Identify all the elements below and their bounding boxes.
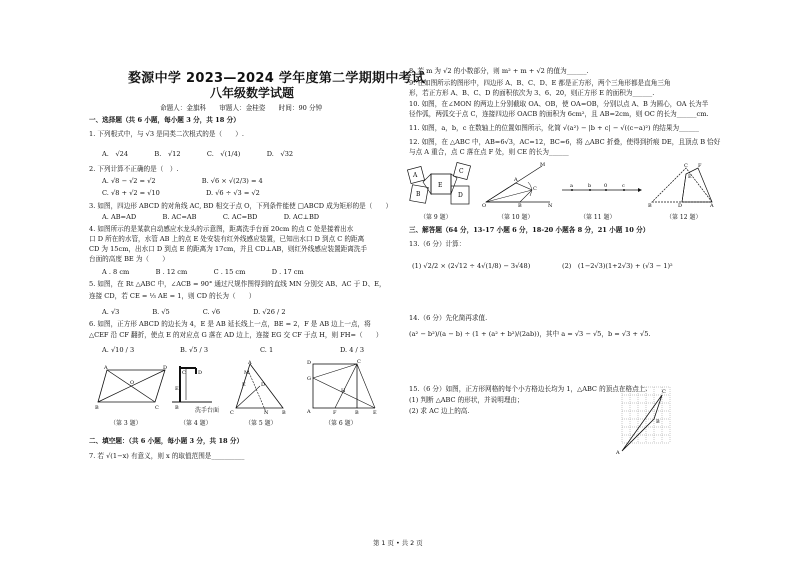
svg-text:c: c <box>622 183 625 189</box>
svg-text:O: O <box>130 380 135 386</box>
q6-line2: △CEF 沿 CF 翻折，使点 E 的对应点 G 落在 AD 边上，连接 EG 交 CF 于点 H，则 FH=（ ） <box>89 331 383 339</box>
svg-text:D: D <box>307 360 312 366</box>
q2-stem: 2. 下列计算不正确的是（ ）. <box>89 165 179 173</box>
q1-stem: 1. 下列根式中，与 √3 是同类二次根式的是（ ）. <box>89 130 244 138</box>
svg-text:A: A <box>514 177 518 183</box>
section1-heading: 一、选择题（共 6 小题，每小题 3 分，共 18 分） <box>89 116 240 124</box>
q15-line2: (1) 判断 △ABC 的形状，并说明理由； <box>409 396 524 404</box>
svg-text:M: M <box>540 162 546 168</box>
q13-part1: (1) √2/2 × (2√12 ÷ 4√(1/8) − 3√48) <box>412 262 531 270</box>
q14-expression: (a² − b²)/(a − b) ÷ (1 + (a² + b²)/(2ab))，其中 a = √3 − √5，b = √3 + √5. <box>409 330 651 338</box>
svg-text:F: F <box>698 163 702 169</box>
q10-line2: 径作弧，两弧交于点 C，连接四边形 OACB 的面积为 6cm²，且 AB=2cm，则 OC 的长为______cm. <box>409 110 709 118</box>
svg-text:A: A <box>307 409 311 415</box>
figure-10-angle <box>482 160 554 208</box>
svg-text:B: B <box>355 410 359 416</box>
figure-12-triangle <box>648 160 718 208</box>
q2-line1: A. √8 − √2 = √2 B. √6 × √(2/3) = 4 <box>102 177 263 185</box>
svg-text:A: A <box>413 172 418 179</box>
svg-text:C: C <box>230 410 234 415</box>
figure-4-caption: （第 4 题） <box>180 420 212 427</box>
svg-text:A: A <box>710 203 714 208</box>
svg-text:C: C <box>459 168 464 175</box>
q13-part2: (2) (1−2√3)(1+2√3) + (√3 − 1)² <box>562 262 673 270</box>
q12-line1: 12. 如图，在 △ABC 中，AB=6√3，AC=12，BC=6，将 △ABC 折叠，使得到折痕 DE，且顶点 B 恰好 <box>409 138 721 146</box>
figure-11-number-line <box>560 180 642 200</box>
figure-3-caption: （第 3 题） <box>110 420 142 427</box>
q13-heading: 13.（6 分）计算： <box>409 240 466 248</box>
svg-text:D: D <box>198 370 203 376</box>
q6-option-b: B. √5 / 3 <box>180 346 209 354</box>
figure-5-triangle <box>228 360 288 415</box>
svg-text:N: N <box>548 203 553 208</box>
q10-line1: 10. 如图，在∠MON 的两边上分别截取 OA、OB，使 OA=OB，分别以点 A、B 为圆心，OA 长为半 <box>409 100 709 108</box>
svg-text:C: C <box>357 359 361 365</box>
section2-heading: 二、填空题：（共 6 小题，每小题 3 分，共 18 分） <box>89 437 244 445</box>
q4-line1: 4. 如图所示的是某款自动感应水龙头的示意图，距离洗手台面 20cm 的点 C 处是接着出水 <box>89 225 354 233</box>
figure-9-caption: （第 9 题） <box>420 214 452 221</box>
svg-text:C: C <box>684 163 688 169</box>
q11-text: 11. 如图，a，b，c 在数轴上的位置如图所示，化简 √(a²) − |b + c| − √((c−a)²) 的结果为______ <box>409 124 699 132</box>
section3-heading: 三、解答题（64 分，13-17 小题 6 分，18-20 小题各 8 分，21 小题 10 分） <box>409 226 650 234</box>
q9-line1: 9. 在如图所示的图形中，四边形 A、B、C、D、E 都是正方形，两个三角形都是直角三角 <box>409 79 671 87</box>
q1-options: A. √24 B. √12 C. √(1/4) D. √32 <box>102 150 294 158</box>
svg-text:N: N <box>264 410 269 415</box>
q4-line4: 台面的高度 BE 为（ ） <box>89 255 169 263</box>
figure-3-parallelogram <box>95 362 170 412</box>
svg-text:H: H <box>341 388 346 394</box>
q15-line3: (2) 求 AC 边上的高. <box>409 407 470 415</box>
q5-line2: 连接 CD，若 CE = ⅓ AE = 1，则 CD 的长为（ ） <box>89 292 256 300</box>
figure-15-grid <box>614 383 674 455</box>
svg-text:M: M <box>244 370 250 376</box>
q7-text: 7. 若 √(1−x) 有意义，则 x 的取值范围是__________ <box>89 452 245 460</box>
svg-text:B: B <box>416 191 421 198</box>
svg-text:E: E <box>242 382 246 388</box>
svg-text:B: B <box>175 405 179 411</box>
q2-line2: C. √8 + √2 = √10 D. √6 ÷ √3 = √2 <box>102 189 260 197</box>
q8-text: 8. 若 m 为 √2 的小数部分，则 m² + m + √2 的值为______. <box>409 67 589 75</box>
figure-12-caption: （第 12 题） <box>666 214 702 221</box>
figure-9-squares <box>405 160 475 210</box>
q6-option-a: A. √10 / 3 <box>102 346 135 354</box>
svg-text:E: E <box>175 386 179 392</box>
figure-6-caption: （第 6 题） <box>325 420 357 427</box>
q6-line1: 6. 如图，正方形 ABCD 的边长为 4，E 是 AB 延长线上一点，BE = 2，F 是 AB 边上一点，将 <box>89 320 371 328</box>
figure-6-square <box>305 358 380 416</box>
svg-text:0: 0 <box>604 183 608 189</box>
q3-stem: 3. 如图，四边形 ABCD 的对角线 AC, BD 相交于点 O，下列条件能使 □ABCD 成为矩形的是（ ） <box>89 202 393 210</box>
svg-text:B: B <box>95 405 99 411</box>
exam-title: 婺源中学 2023—2024 学年度第二学期期中考试 <box>128 71 426 86</box>
svg-text:D: D <box>678 203 683 208</box>
q12-line2: 与点 A 重合，点 C 落在点 F 处，则 CE 的长为______ <box>409 148 569 156</box>
q5-line1: 5. 如图，在 Rt △ABC 中，∠ACB = 90° 通过尺规作图得到的直线 MN 分别交 AB、AC 于 D、E， <box>89 280 386 288</box>
figure-11-caption: （第 11 题） <box>580 214 616 221</box>
exam-meta: 命题人：金旗科 审题人：金桂姿 时间：90 分钟 <box>160 104 323 112</box>
svg-text:F: F <box>333 410 337 416</box>
svg-text:D: D <box>458 192 463 199</box>
q9-line2: 形，若正方形 A、B、C、D 的面积依次为 3、6、20，则正方形 E 的面积为______. <box>409 89 655 97</box>
q6-option-d: D. 4 / 3 <box>340 346 365 354</box>
svg-text:A: A <box>104 365 108 371</box>
q4-options: A . 8 cm B . 12 cm C . 15 cm D . 17 cm <box>102 268 304 276</box>
svg-text:C: C <box>533 186 537 192</box>
svg-text:B: B <box>282 410 286 415</box>
svg-text:C: C <box>155 405 159 411</box>
figure-10-caption: （第 10 题） <box>498 214 534 221</box>
svg-text:a: a <box>570 183 573 189</box>
exam-subtitle: 八年级数学试题 <box>210 86 295 100</box>
q5-options: A. √3 B. √5 C. √6 D. √26 / 2 <box>102 308 286 316</box>
svg-text:D: D <box>163 365 168 371</box>
svg-text:O: O <box>482 203 487 208</box>
svg-text:A: A <box>616 450 620 455</box>
svg-text:C: C <box>662 389 666 395</box>
q14-heading: 14.（6 分）先化简再求值. <box>409 314 488 322</box>
svg-text:A: A <box>248 360 252 366</box>
page-footer: 第 1 页 • 共 2 页 <box>373 539 423 547</box>
svg-text:G: G <box>307 376 311 382</box>
figure-4-surface-label: 洗手台面 <box>195 407 220 414</box>
figure-5-caption: （第 5 题） <box>245 420 277 427</box>
svg-text:E: E <box>688 174 692 180</box>
svg-text:B: B <box>656 419 660 425</box>
svg-text:C: C <box>182 370 186 376</box>
svg-text:E: E <box>438 182 443 189</box>
q3-options: A. AB=AD B. AC=AB C. AC=BD D. AC⊥BD <box>102 213 320 221</box>
svg-text:D: D <box>261 382 266 388</box>
svg-text:B: B <box>518 203 522 208</box>
q4-line3: CD 为 15cm，出水口 D 到点 E 的距离为 17cm，并且 CD⊥AB，则红外线感应装置距离洗手 <box>89 245 368 253</box>
svg-text:b: b <box>588 183 592 189</box>
q6-option-c: C. 1 <box>260 346 274 354</box>
svg-text:E: E <box>373 410 377 416</box>
q15-line1: 15.（6 分）如图，正方形网格的每个小方格边长均为 1，△ABC 的顶点在格点上. <box>409 385 648 393</box>
q4-line2: 口 D 所在的水管，水管 AB 上的点 E 处安装有红外线感应装置，已知出水口 D 到点 C 的距离 <box>89 235 365 243</box>
svg-text:B: B <box>648 203 652 208</box>
